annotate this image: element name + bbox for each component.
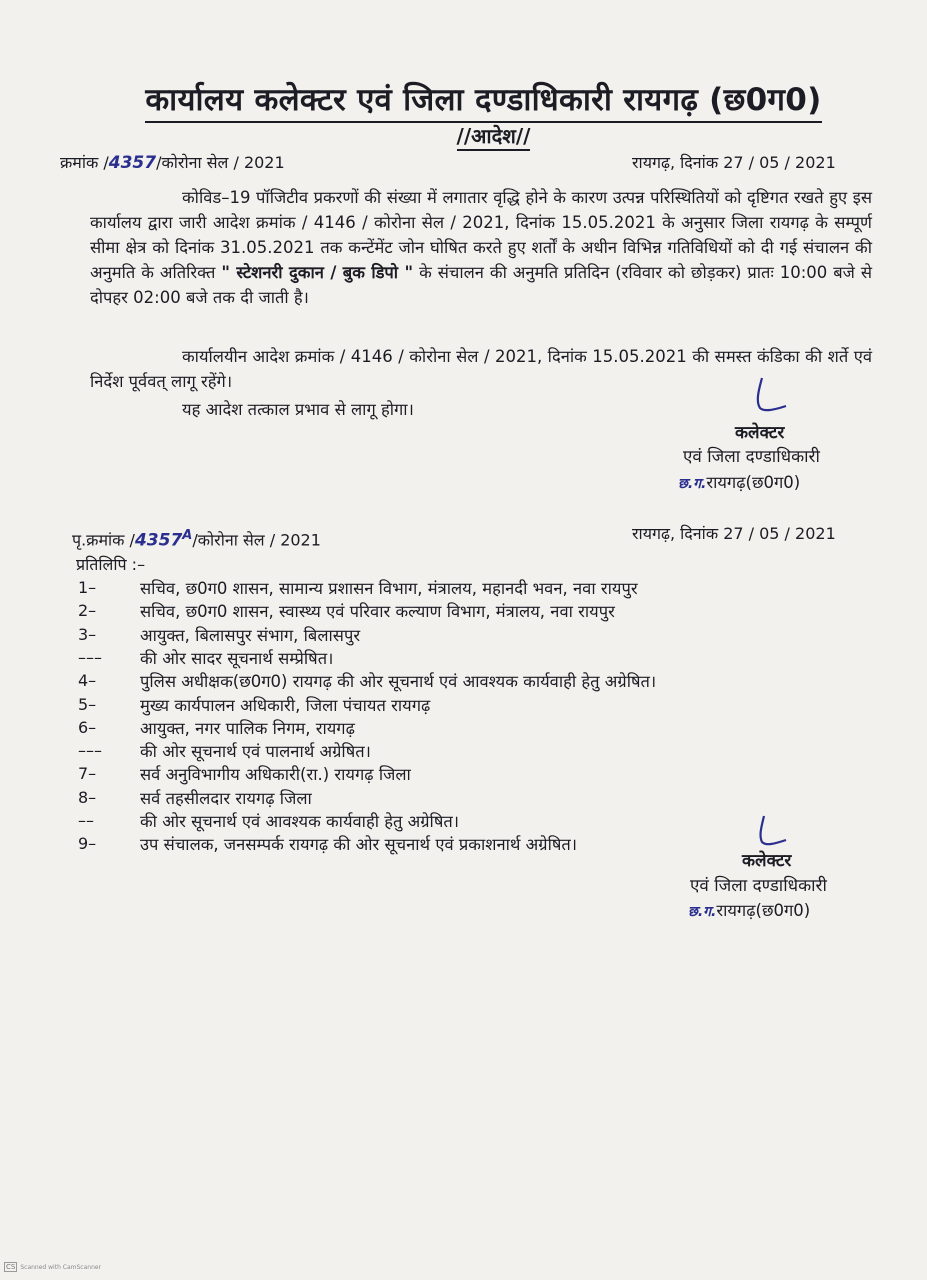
copy-ref-handwritten-number: 4357 [134, 530, 183, 551]
signature-1-location: छ.ग.रायगढ़(छ0ग0) [678, 473, 801, 492]
copy-list-number: 9– [78, 834, 97, 853]
copy-list-number: 6– [78, 718, 97, 737]
copy-list-item: सर्व तहसीलदार रायगढ़ जिला [140, 789, 312, 808]
copy-list-item: सर्व अनुविभागीय अधिकारी(रा.) रायगढ़ जिला [140, 765, 411, 784]
copy-list-item: सचिव, छ0ग0 शासन, सामान्य प्रशासन विभाग, मंत्रालय, महानदी भवन, नवा रायपुर [140, 579, 638, 598]
copy-place-date: रायगढ़, दिनांक 27 / 05 / 2021 [632, 524, 836, 543]
signature-1-handwritten-mark: छ.ग. [678, 476, 707, 492]
order-paragraph-1: कोविड–19 पॉजिटीव प्रकरणों की संख्या में लगातार वृद्धि होने के कारण उत्पन्न परिस्थितियों को दृष्टिगत रखते हुए इस कार्यालय द्वारा जारी आदेश क्रमांक / 4146 / कोरोना सेल / 2021, दिनांक 15.05.2021 के अनुसार जिला रायगढ़ के सम्पूर्ण सीमा क्षेत्र को दिनांक 31.05.2021 तक कन्टेंमेंट जोन घोषित करते हुए शर्तों के अधीन विभिन्न गतिविधियों को दी गई संचालन की अनुमति के अतिरिक्त " स्टेशनरी दुकान / बुक डिपो " के संचालन की अनुमति प्रतिदिन (रविवार को छोड़कर) प्रातः 10:00 बजे से दोपहर 02:00 बजे तक दी जाती है। [90, 188, 872, 307]
order-ref-handwritten-number: 4357 [108, 153, 157, 173]
copy-list-item: आयुक्त, बिलासपुर संभाग, बिलासपुर [140, 626, 361, 645]
stationery-highlight: " स्टेशनरी दुकान / बुक डिपो " [221, 263, 414, 282]
copy-list-number: ––– [78, 648, 102, 667]
signature-2-handwritten-mark: छ.ग. [688, 904, 717, 920]
copy-list-number: ––– [78, 741, 102, 760]
order-reference [60, 151, 285, 173]
copy-list-item: सचिव, छ0ग0 शासन, स्वास्थ्य एवं परिवार कल्याण विभाग, मंत्रालय, नवा रायपुर [140, 602, 615, 621]
signature-2-designation: एवं जिला दण्डाधिकारी [690, 876, 827, 896]
copy-list-number: 4– [78, 671, 97, 690]
copy-list-number: 2– [78, 601, 97, 620]
copy-label: प्रतिलिपि :– [76, 555, 146, 574]
copy-list-number: 1– [78, 578, 97, 597]
copy-list-item: पुलिस अधीक्षक(छ0ग0) रायगढ़ की ओर सूचनार्थ एवं आवश्यक कार्यवाही हेतु अग्रेषित। [140, 672, 657, 691]
copy-list-number: 7– [78, 764, 97, 783]
copy-list-item: की ओर सादर सूचनार्थ सम्प्रेषित। [140, 649, 334, 668]
order-ref-suffix: /कोरोना सेल / 2021 [156, 153, 285, 172]
signature-1-designation: एवं जिला दण्डाधिकारी [683, 447, 820, 467]
copy-ref-handwritten-suffix: A [182, 528, 193, 543]
copy-list-number: –– [78, 811, 94, 830]
copy-list-item: मुख्य कार्यपालन अधिकारी, जिला पंचायत रायगढ़ [140, 696, 431, 715]
office-title: कार्यालय कलेक्टर एवं जिला दण्डाधिकारी रायगढ़ (छ0ग0) [0, 78, 927, 123]
signature-1-title: कलेक्टर [735, 423, 785, 443]
order-place-date: रायगढ़, दिनांक 27 / 05 / 2021 [632, 153, 836, 172]
copy-list-number: 3– [78, 625, 97, 644]
copy-list-number: 5– [78, 695, 97, 714]
order-paragraph-2: कार्यालयीन आदेश क्रमांक / 4146 / कोरोना सेल / 2021, दिनांक 15.05.2021 की समस्त कंडिका की शर्ते एवं निर्देश पूर्ववत् लागू रहेंगे। [90, 347, 872, 391]
signature-scribble-1 [748, 372, 808, 422]
copy-reference: पृ.क्रमांक $/4357^A/कोरोना$ सेल / 2021 [72, 528, 321, 551]
copy-list-item: उप संचालक, जनसम्पर्क रायगढ़ की ओर सूचनार्थ एवं प्रकाशनार्थ अग्रेषित। [140, 835, 578, 854]
order-heading: //आदेश// [0, 122, 927, 151]
order-ref-prefix: क्रमांक / [60, 153, 109, 172]
order-paragraph-3: यह आदेश तत्काल प्रभाव से लागू होगा। [182, 400, 414, 419]
signature-2-location: छ.ग.रायगढ़(छ0ग0) [688, 901, 811, 920]
scanner-watermark: CS Scanned with CamScanner [6, 1263, 102, 1271]
copy-list-item: आयुक्त, नगर पालिक निगम, रायगढ़ [140, 719, 355, 738]
copy-list-number: 8– [78, 788, 97, 807]
scanner-badge: CS [6, 1263, 16, 1271]
signature-2-title: कलेक्टर [742, 851, 792, 871]
copy-list-item: की ओर सूचनार्थ एवं आवश्यक कार्यवाही हेतु अग्रेषित। [140, 812, 460, 831]
copy-list-item: की ओर सूचनार्थ एवं पालनार्थ अग्रेषित। [140, 742, 371, 761]
